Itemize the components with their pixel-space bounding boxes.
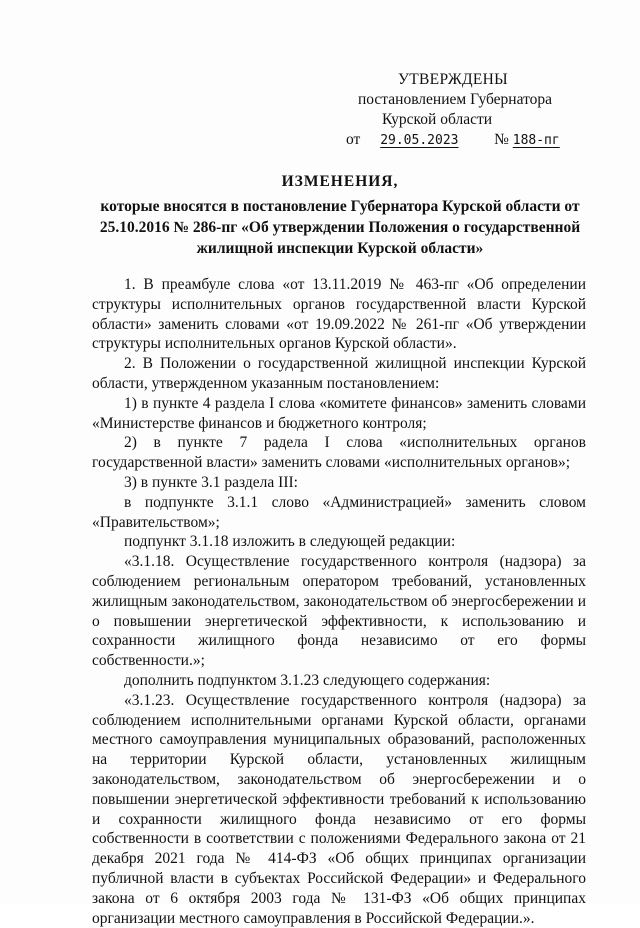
paragraph: 3) в пункте 3.1 раздела III: <box>124 473 298 491</box>
title-subtitle: которые вносятся в постановление Губернатора Курской области от 25.10.2016 № 286-пг «Об утверждении Положения о государственной жилищной инспекции Курской области» <box>99 198 581 257</box>
decree-number: 188-пг <box>512 133 560 148</box>
document-title <box>90 171 590 259</box>
approval-stamp-block <box>340 70 580 151</box>
decree-date: 29.05.2023 <box>380 133 459 148</box>
document-body <box>92 275 586 928</box>
approval-line-region: Курской области <box>382 111 493 128</box>
paragraph: в подпункте 3.1.1 слово «Администрацией» заменить словом «Правительством»; <box>92 493 586 531</box>
paragraph: «3.1.23. Осуществление государственного контроля (надзора) за соблюдением исполнительными органами Курской области, органами местного самоуправления муниципальных образований, расположенных на территории Курской области, установленных жилищным законодательством, законодательством об энергосбережении и о повышении энергетической эффективности требований к использованию и сохранности жилищного фонда независимо от его формы собственности в соответствии с положениями Федерального закона от 21 декабря 2021 года № 414-ФЗ «Об общих принципах организации публичной власти в субъектах Российской Федерации» и Федерального закона от 6 октября 2003 года № 131-ФЗ «Об общих принципах организации местного самоуправления в Российской Федерации.». <box>92 691 586 927</box>
paragraph: 1) в пункте 4 раздела I слова «комитете финансов» заменить словами «Министерстве финансов и бюджетного контроля; <box>92 394 586 432</box>
paragraph: 2) в пункте 7 радела I слова «исполнительных органов государственной власти» заменить словами «исполнительных органов»; <box>92 434 586 472</box>
title-main: ИЗМЕНЕНИЯ, <box>281 173 399 190</box>
approval-heading: УТВЕРЖДЕНЫ <box>398 71 508 88</box>
paragraph: 1. В преамбуле слова «от 13.11.2019 № 463-пг «Об определении структуры исполнительных органов государственной власти Курской области» заменить словами «от 19.09.2022 № 261-пг «Об утверждении структуры исполнительных органов Курской области». <box>92 276 586 353</box>
paragraph: 2. В Положении о государственной жилищной инспекции Курской области, утвержденном указанным постановлением: <box>92 355 586 392</box>
approval-line-decree: постановлением Губернатора <box>358 91 553 108</box>
approval-date-number <box>340 130 580 151</box>
paragraph: «3.1.18. Осуществление государственного контроля (надзора) за соблюдением региональным оператором требований, установленных жилищным законодательством, законодательством об энергосбережении и о повышении энергетической эффективности, к использованию и сохранности жилищного фонда независимо от его формы собственности.»; <box>92 553 586 670</box>
number-label: № <box>494 131 509 148</box>
paragraph: подпункт 3.1.18 изложить в следующей редакции: <box>124 533 456 551</box>
paragraph: дополнить подпунктом 3.1.23 следующего содержания: <box>124 671 491 689</box>
from-label: от <box>346 131 361 148</box>
